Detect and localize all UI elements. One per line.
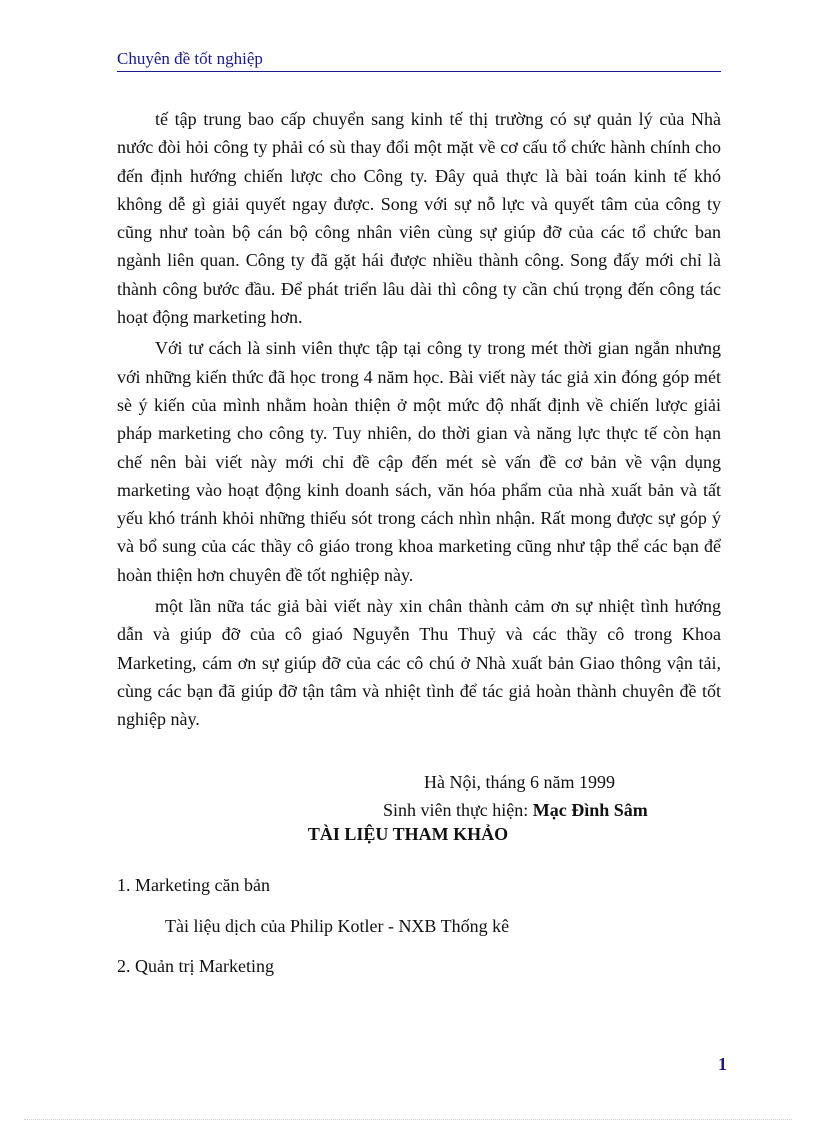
paragraph-1: tế tập trung bao cấp chuyển sang kinh tế thị trường có sự quản lý của Nhà nước đòi hỏi công ty phải có sù thay đổi một mặt về cơ cấu tổ chức hành chính cho đến định hướng chiến lược cho Công ty. Đây quả thực là bài toán kinh tế khó không dễ gì giải quyết ngay được. Song với sự nỗ lực và quyết tâm của công ty cũng như toàn bộ cán bộ công nhân viên cùng sự giúp đỡ của các tổ chức ban ngành liên quan. Công ty đã gặt hái được nhiều thành công. Song đấy mới chỉ là thành công bước đầu. Để phát triển lâu dài thì công ty cần chú trọng đến công tác hoạt động marketing hơn. [117,109,721,328]
signature-name: Mạc Đình Sâm [532,800,648,820]
signature-line [383,799,648,821]
signature-label: Sinh viên thực hiện: [383,800,533,820]
paragraph-3: một lần nữa tác giả bài viết này xin chân thành cảm ơn sự nhiệt tình hướng dẫn và giúp đỡ của cô giaó Nguyễn Thu Thuỷ và các thầy cô trong Khoa Marketing, cám ơn sự giúp đỡ của các cô chú ở Nhà xuất bản Giao thông vận tải, cùng các bạn đã giúp đỡ tận tâm và nhiệt tình để tác giả hoàn thành chuyên đề tốt nghiệp này. [117,596,721,730]
reference-item-2: 2. Quản trị Marketing [117,956,274,976]
reference-item-1-detail: Tài liệu dịch của Philip Kotler - NXB Thống kê [165,916,510,936]
document-body [117,105,721,737]
page-number: 1 [718,1054,727,1074]
signature-date: Hà Nội, tháng 6 năm 1999 [424,772,615,792]
header-title: Chuyên đề tốt nghiệp [117,49,263,68]
footer-divider [24,1119,792,1120]
paragraph-2: Với tư cách là sinh viên thực tập tại công ty trong mét thời gian ngắn nhưng với những kiến thức đã học trong 4 năm học. Bài viết này tác giả xin đóng góp mét sè ý kiến của mình nhằm hoàn thiện ở một mức độ nhất định về chiến lược giải pháp marketing cho công ty. Tuy nhiên, do thời gian và năng lực thực tế còn hạn chế nên bài viết này mới chỉ đề cập đến mét sè vấn đề cơ bản về vận dụng marketing vào hoạt động kinh doanh sách, văn hóa phẩm của nhà xuất bản và tất yếu khó tránh khỏi những thiếu sót trong cách nhìn nhận. Rất mong được sự góp ý và bổ sung của các thầy cô giáo trong khoa marketing cũng như tập thể các bạn để hoàn thiện hơn chuyên đề tốt nghiệp này. [117,338,721,585]
header-divider [117,71,721,72]
references-title: TÀI LIỆU THAM KHẢO [307,824,509,844]
reference-item-1: 1. Marketing căn bản [117,875,270,895]
